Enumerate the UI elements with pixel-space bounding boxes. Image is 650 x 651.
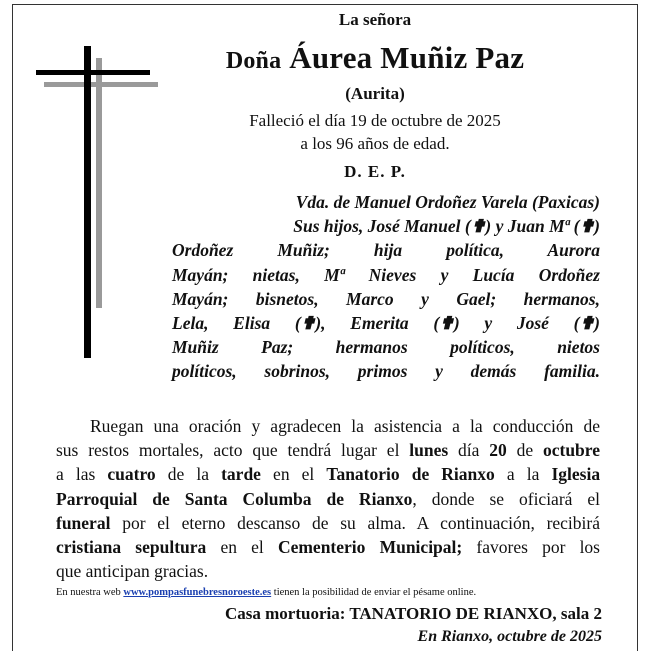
- full-name: Áurea Muñiz Paz: [289, 40, 525, 75]
- place-date: En Rianxo, octubre de 2025: [417, 628, 602, 645]
- family-line: Lela, Elisa (✟), Emerita (✟) y José (✟): [172, 313, 600, 334]
- family-line: Mayán; bisnetos, Marco y Gael; hermanos,: [172, 288, 600, 309]
- death-date: Falleció el día 19 de octubre de 2025: [249, 111, 501, 130]
- intro-text: La señora: [338, 10, 412, 29]
- body-line: a las cuatro de la tarde en el Tanatorio de Rianxo a la Iglesia: [56, 464, 601, 485]
- family-line: Vda. de Manuel Ordoñez Varela (Paxicas): [295, 192, 600, 212]
- family-line: Sus hijos, José Manuel (✟) y Juan Mª (✟): [293, 216, 600, 237]
- honorific: Doña: [225, 48, 282, 74]
- body-line: sus restos mortales, acto que tendrá lugar el lunes día 20 de octubre: [56, 440, 601, 461]
- family-line: Ordoñez Muñiz; hija política, Aurora: [172, 240, 600, 261]
- cross-horizontal: [36, 70, 150, 75]
- body-line: Parroquial de Santa Columba de Rianxo, donde se oficiará el: [56, 488, 601, 509]
- mortuary-info: Casa mortuoria: TANATORIO DE RIANXO, sala 2: [224, 604, 602, 623]
- cross-shadow-vertical: [96, 58, 102, 308]
- family-list: [172, 190, 600, 384]
- family-line: Mayán; nietas, Mª Nieves y Lucía Ordoñez: [172, 264, 600, 285]
- body-line: que anticipan gracias.: [56, 561, 209, 582]
- body-line: funeral por el eterno descanso de su alma. A continuación, recibirá: [56, 512, 600, 533]
- body-line: Ruegan una oración y agradecen la asistencia a la conducción de: [90, 416, 600, 436]
- family-line: Muñiz Paz; hermanos políticos, nietos: [172, 337, 600, 358]
- website-link[interactable]: www.pompasfunebresnoroeste.es: [123, 587, 272, 598]
- cross-shadow-horizontal: [44, 82, 158, 87]
- family-line: políticos, sobrinos, primos y demás familia.: [172, 361, 600, 382]
- cross-vertical: [84, 46, 91, 358]
- nickname: (Aurita): [345, 84, 405, 103]
- body-line: cristiana sepultura en el Cementerio Municipal; favores por los: [56, 537, 600, 558]
- ceremony-text: [56, 414, 600, 583]
- dep-text: D. E. P.: [344, 162, 406, 181]
- web-note: En nuestra web www.pompasfunebresnoroeste.es tienen la posibilidad de enviar el pésame online.: [56, 587, 477, 598]
- deceased-name: [170, 40, 580, 76]
- age-line: a los 96 años de edad.: [300, 134, 450, 153]
